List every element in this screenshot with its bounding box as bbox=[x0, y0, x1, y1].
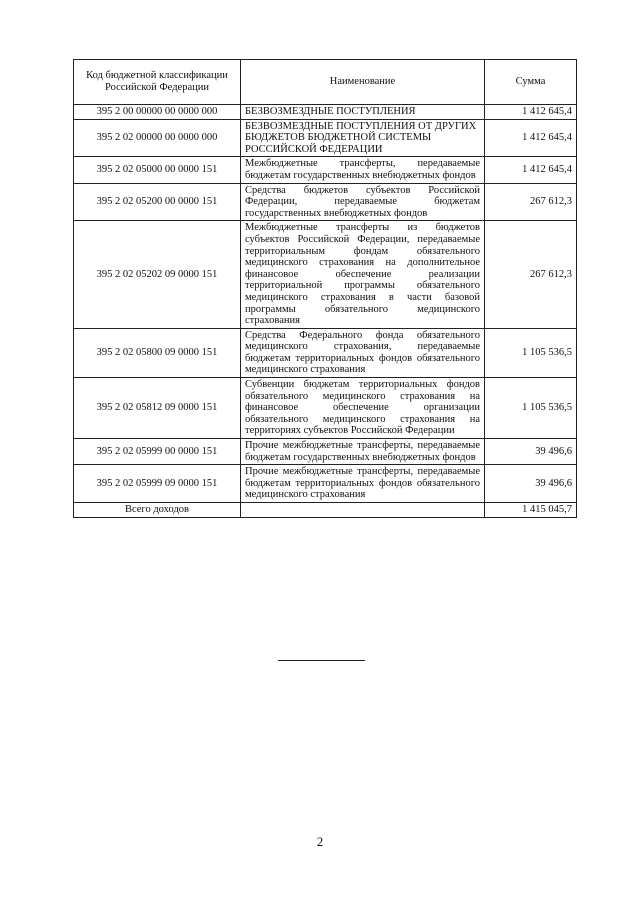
table-row bbox=[74, 439, 577, 465]
row-sum: 267 612,3 bbox=[485, 221, 577, 328]
table-row bbox=[74, 221, 577, 328]
row-sum: 1 412 645,4 bbox=[485, 157, 577, 183]
page-number: 2 bbox=[316, 834, 324, 849]
budget-revenue-table bbox=[73, 59, 577, 518]
row-name: Средства бюджетов субъектов Российской Федерации, передаваемые бюджетам государственных внебюджетных фондов bbox=[241, 183, 485, 221]
row-name: БЕЗВОЗМЕЗДНЫЕ ПОСТУПЛЕНИЯ bbox=[241, 105, 485, 120]
row-name: Средства Федерального фонда обязательного медицинского страхования, передаваемые бюджетам территориальных фондов обязательного медицинского страхования bbox=[241, 328, 485, 377]
row-code: 395 2 02 05812 09 0000 151 bbox=[74, 378, 241, 439]
table-row bbox=[74, 105, 577, 120]
table-row bbox=[74, 465, 577, 503]
row-code: 395 2 02 05000 00 0000 151 bbox=[74, 157, 241, 183]
row-code: 395 2 02 05200 00 0000 151 bbox=[74, 183, 241, 221]
row-code: 395 2 02 05999 09 0000 151 bbox=[74, 465, 241, 503]
row-code: 395 2 02 05999 00 0000 151 bbox=[74, 439, 241, 465]
column-header-name: Наименование bbox=[241, 60, 485, 105]
row-name: БЕЗВОЗМЕЗДНЫЕ ПОСТУПЛЕНИЯ ОТ ДРУГИХ БЮДЖЕТОВ БЮДЖЕТНОЙ СИСТЕМЫ РОССИЙСКОЙ ФЕДЕРАЦИИ bbox=[241, 119, 485, 157]
column-header-sum: Сумма bbox=[485, 60, 577, 105]
row-name: Прочие межбюджетные трансферты, передаваемые бюджетам территориальных фондов обязательного медицинского страхования bbox=[241, 465, 485, 503]
total-label: Всего доходов bbox=[74, 503, 241, 518]
row-sum: 1 105 536,5 bbox=[485, 378, 577, 439]
row-name: Межбюджетные трансферты из бюджетов субъектов Российской Федерации, передаваемые территориальным фондам обязательного медицинского страхования на дополнительное финансовое обеспечение реализации территориальной программы обязательного медицинского страхования в части базовой программы обязательного медицинского страхования bbox=[241, 221, 485, 328]
table-row bbox=[74, 183, 577, 221]
column-header-code: Код бюджетной классификации Российской Федерации bbox=[74, 60, 241, 105]
row-code: 395 2 02 05800 09 0000 151 bbox=[74, 328, 241, 377]
separator-line bbox=[278, 660, 365, 661]
row-name: Субвенции бюджетам территориальных фондов обязательного медицинского страхования на финансовое обеспечение организации обязательного медицинского страхования на территориях субъектов Российской Федерации bbox=[241, 378, 485, 439]
row-name: Межбюджетные трансферты, передаваемые бюджетам государственных внебюджетных фондов bbox=[241, 157, 485, 183]
table-row bbox=[74, 328, 577, 377]
row-code: 395 2 00 00000 00 0000 000 bbox=[74, 105, 241, 120]
row-sum: 1 412 645,4 bbox=[485, 119, 577, 157]
table-row bbox=[74, 378, 577, 439]
row-code: 395 2 02 05202 09 0000 151 bbox=[74, 221, 241, 328]
table-row bbox=[74, 119, 577, 157]
total-name-empty bbox=[241, 503, 485, 518]
row-sum: 39 496,6 bbox=[485, 439, 577, 465]
row-sum: 1 412 645,4 bbox=[485, 105, 577, 120]
row-name: Прочие межбюджетные трансферты, передаваемые бюджетам государственных внебюджетных фондов bbox=[241, 439, 485, 465]
total-sum: 1 415 045,7 bbox=[485, 503, 577, 518]
row-sum: 39 496,6 bbox=[485, 465, 577, 503]
table-header-row bbox=[74, 60, 577, 105]
total-row bbox=[74, 503, 577, 518]
row-sum: 1 105 536,5 bbox=[485, 328, 577, 377]
table-row bbox=[74, 157, 577, 183]
row-sum: 267 612,3 bbox=[485, 183, 577, 221]
row-code: 395 2 02 00000 00 0000 000 bbox=[74, 119, 241, 157]
